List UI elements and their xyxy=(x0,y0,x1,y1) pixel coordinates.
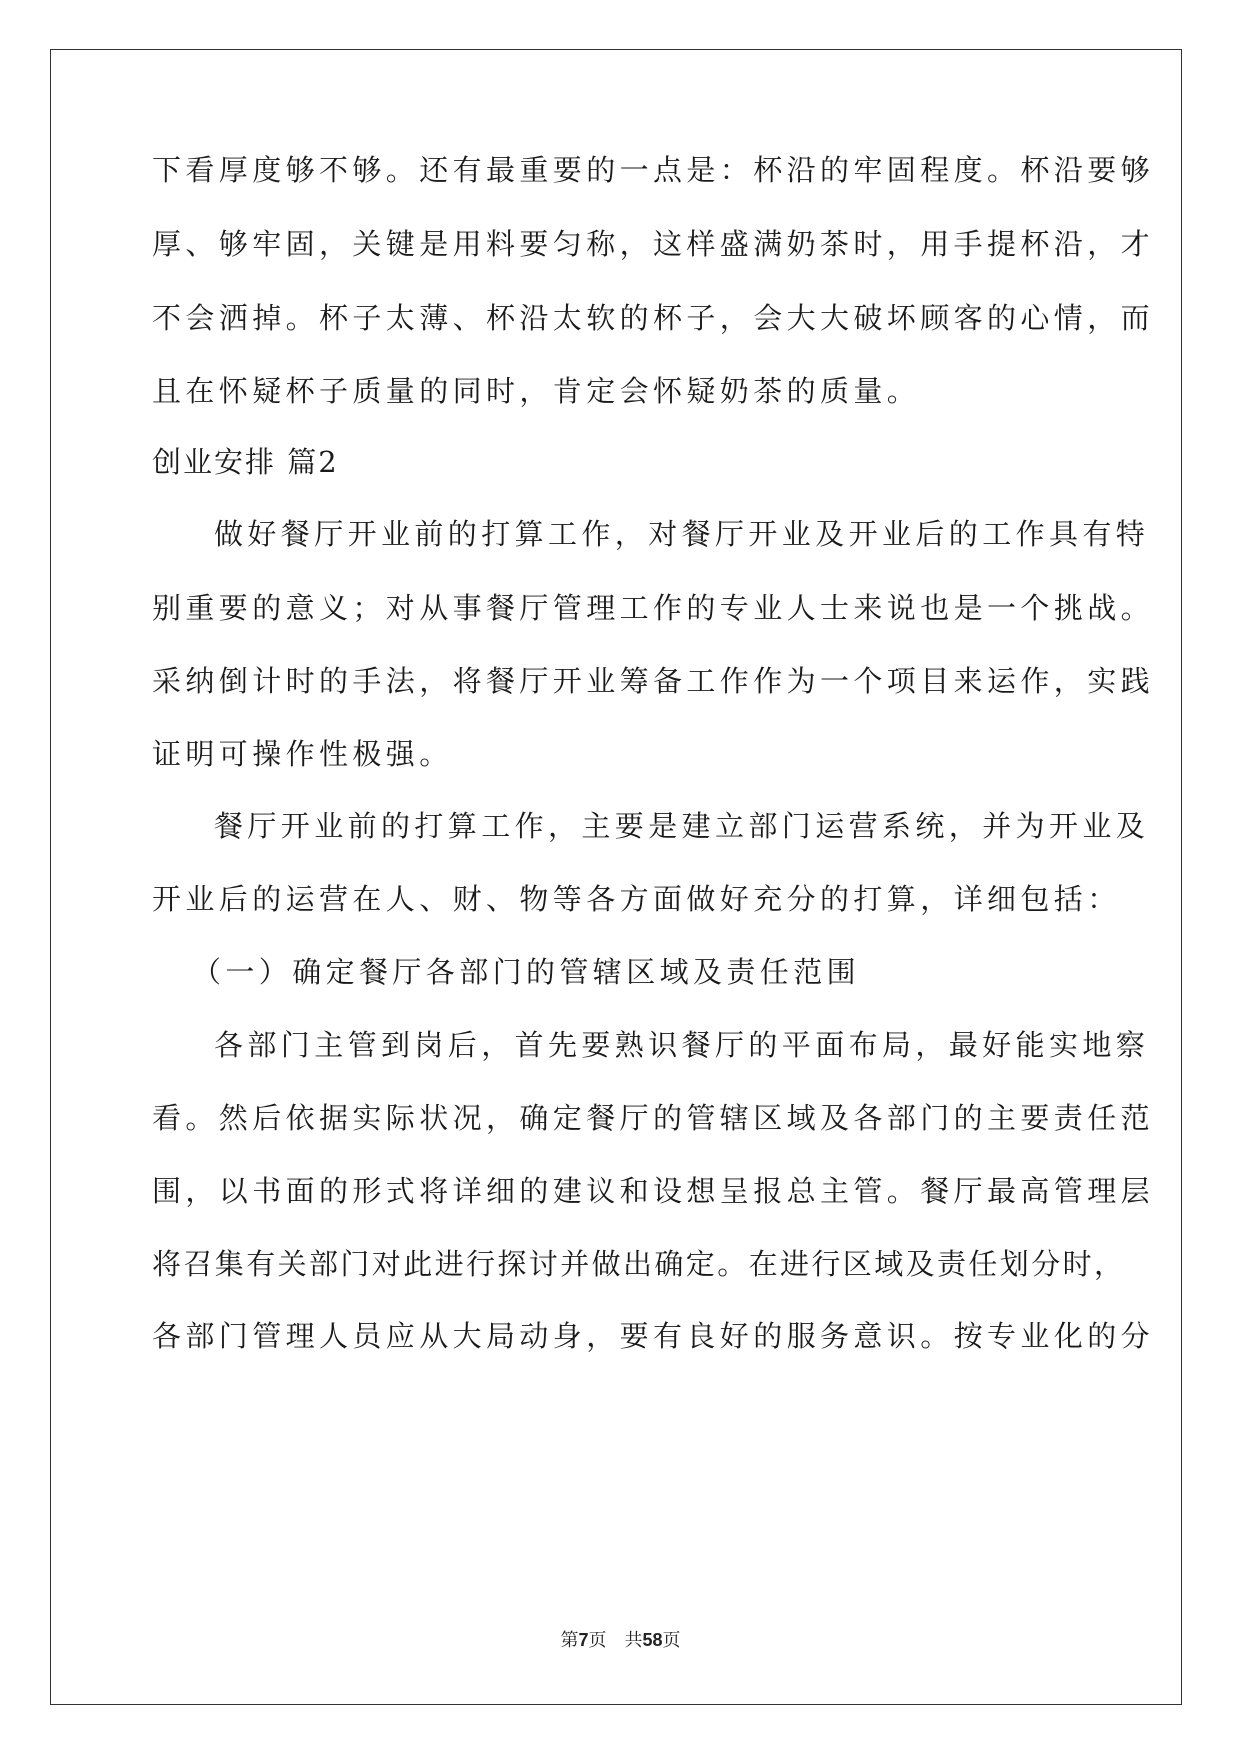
paragraph-line: 看。然后依据实际状况，确定餐厅的管辖区域及各部门的主要责任范 xyxy=(152,1101,1155,1135)
paragraph-line: 下看厚度够不够。还有最重要的一点是：杯沿的牢固程度。杯沿要够 xyxy=(152,153,1155,187)
page-border xyxy=(50,49,1182,1705)
paragraph-line: 厚、够牢固，关键是用料要匀称，这样盛满奶茶时，用手提杯沿，才 xyxy=(152,227,1155,261)
section-heading: 创业安排 篇2 xyxy=(152,445,339,479)
paragraph-line: 且在怀疑杯子质量的同时，肯定会怀疑奶茶的质量。 xyxy=(152,374,921,408)
paragraph-line: 采纳倒计时的手法，将餐厅开业筹备工作作为一个项目来运作，实践 xyxy=(152,664,1155,698)
paragraph-line: 各部门管理人员应从大局动身，要有良好的服务意识。按专业化的分 xyxy=(152,1319,1155,1353)
paragraph-line: 开业后的运营在人、财、物等各方面做好充分的打算，详细包括： xyxy=(152,882,1121,916)
page-footer xyxy=(0,1629,1241,1652)
paragraph-line: 围，以书面的形式将详细的建议和设想呈报总主管。餐厅最高管理层 xyxy=(152,1174,1155,1208)
footer-suffix: 页 xyxy=(662,1630,681,1651)
footer-prefix: 第 xyxy=(560,1630,579,1651)
paragraph-line: 做好餐厅开业前的打算工作，对餐厅开业及开业后的工作具有特 xyxy=(214,517,1150,551)
paragraph-line: 证明可操作性极强。 xyxy=(152,737,453,771)
paragraph-line: 别重要的意义；对从事餐厅管理工作的专业人士来说也是一个挑战。 xyxy=(152,591,1155,625)
current-page-number: 7 xyxy=(578,1630,589,1650)
footer-mid: 页 共 xyxy=(588,1630,643,1651)
subsection-heading: （一）确定餐厅各部门的管辖区域及责任范围 xyxy=(192,955,861,989)
paragraph-line: 不会洒掉。杯子太薄、杯沿太软的杯子，会大大破坏顾客的心情，而 xyxy=(152,301,1155,335)
paragraph-line: 各部门主管到岗后，首先要熟识餐厅的平面布局，最好能实地察 xyxy=(214,1028,1150,1062)
paragraph-line: 餐厅开业前的打算工作，主要是建立部门运营系统，并为开业及 xyxy=(214,809,1150,843)
paragraph-line: 将召集有关部门对此进行探讨并做出确定。在进行区域及责任划分时， xyxy=(152,1247,1126,1281)
total-pages: 58 xyxy=(642,1630,663,1650)
